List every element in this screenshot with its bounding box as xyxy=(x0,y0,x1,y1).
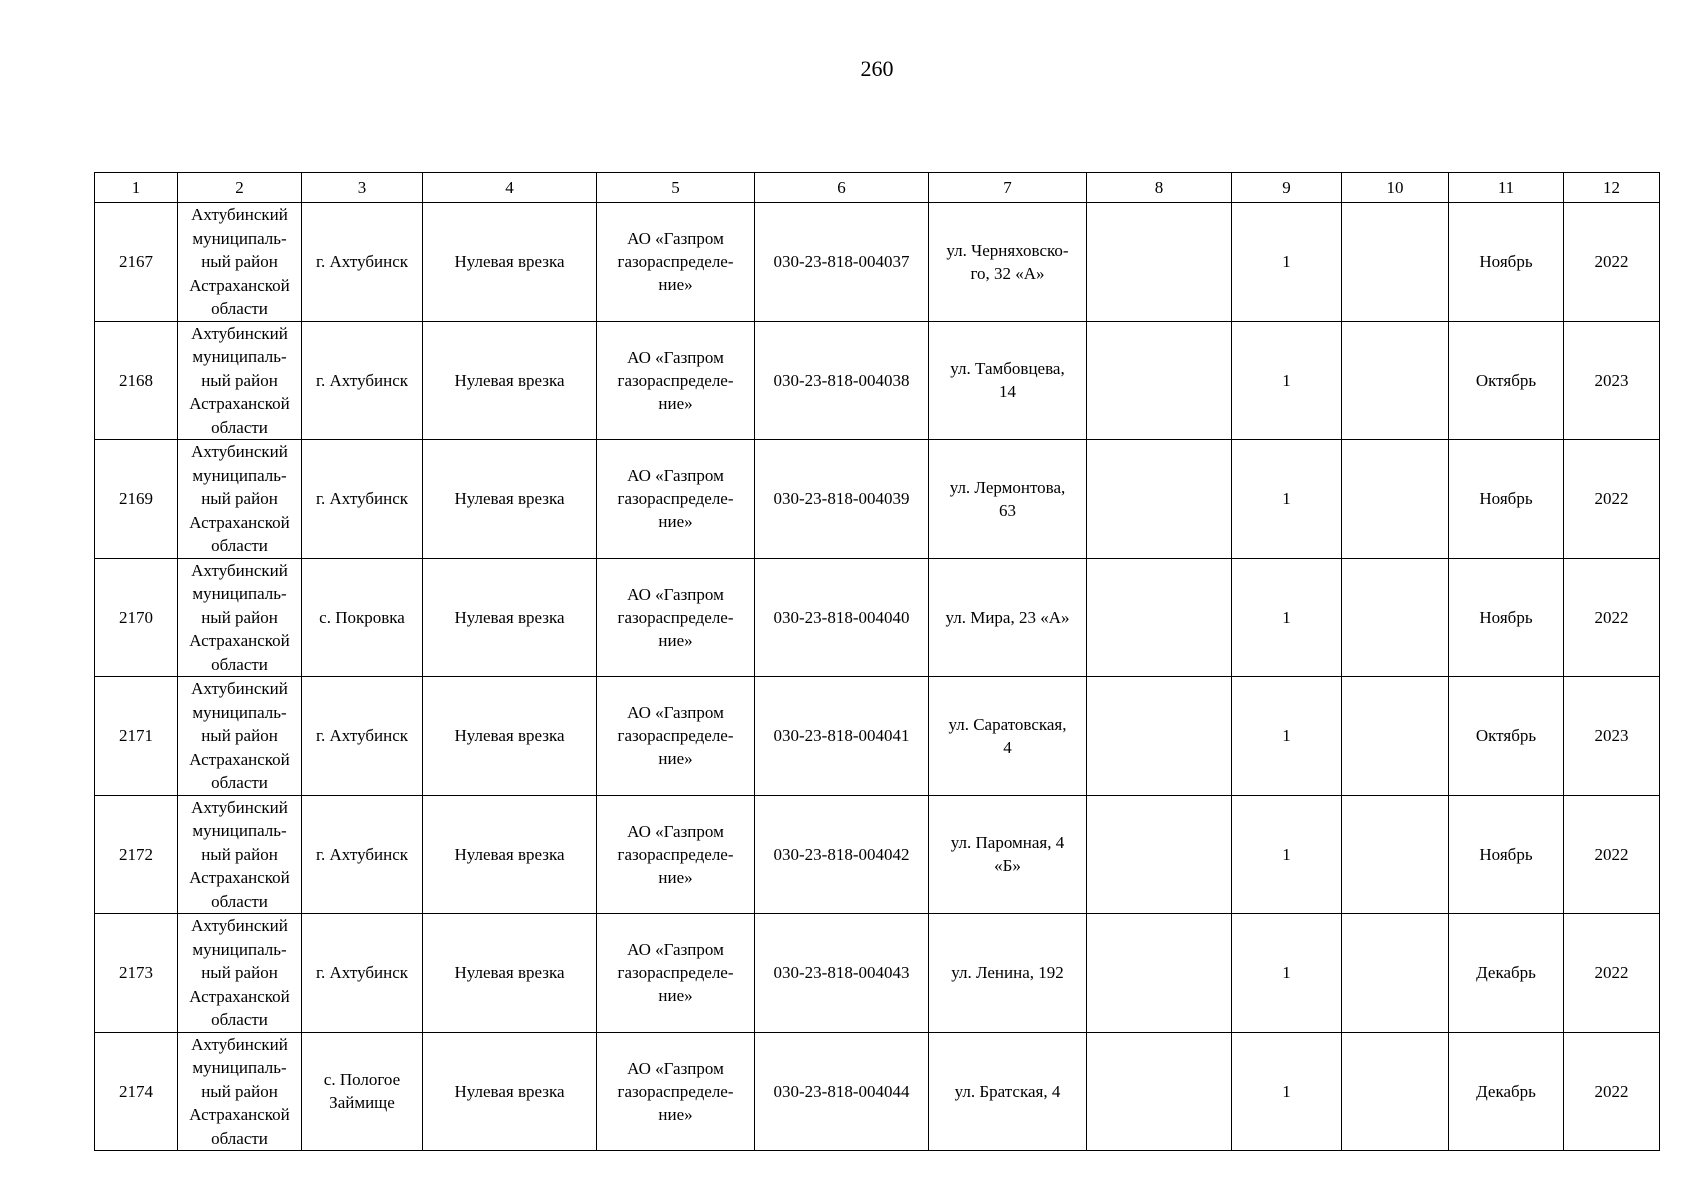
cell-address: ул. Мира, 23 «А» xyxy=(929,558,1087,677)
cell-month: Октябрь xyxy=(1449,677,1564,796)
cell-number: 2172 xyxy=(95,795,178,914)
cell-type: Нулевая врезка xyxy=(423,558,597,677)
cell-type: Нулевая врезка xyxy=(423,321,597,440)
cell-month: Ноябрь xyxy=(1449,795,1564,914)
cell-year: 2022 xyxy=(1564,440,1660,559)
table-row xyxy=(95,558,1660,677)
cell-address: ул. Тамбовцева, 14 xyxy=(929,321,1087,440)
cell-organization: АО «Газпром газораспределе- ние» xyxy=(597,440,755,559)
cell-settlement: с. Пологое Займище xyxy=(302,1032,423,1151)
column-header: 9 xyxy=(1232,173,1342,203)
cell-col8 xyxy=(1087,558,1232,677)
cell-settlement: г. Ахтубинск xyxy=(302,203,423,322)
cell-district: Ахтубинский муниципаль- ный район Астраханской области xyxy=(178,1032,302,1151)
table-row xyxy=(95,677,1660,796)
cell-count: 1 xyxy=(1232,795,1342,914)
cell-number: 2170 xyxy=(95,558,178,677)
cell-year: 2023 xyxy=(1564,321,1660,440)
cell-col8 xyxy=(1087,795,1232,914)
cell-organization: АО «Газпром газораспределе- ние» xyxy=(597,914,755,1033)
cell-month: Ноябрь xyxy=(1449,440,1564,559)
column-header: 12 xyxy=(1564,173,1660,203)
cell-type: Нулевая врезка xyxy=(423,795,597,914)
cell-month: Декабрь xyxy=(1449,1032,1564,1151)
table-row xyxy=(95,203,1660,322)
cell-count: 1 xyxy=(1232,914,1342,1033)
cell-year: 2023 xyxy=(1564,677,1660,796)
cell-district: Ахтубинский муниципаль- ный район Астраханской области xyxy=(178,440,302,559)
cell-settlement: г. Ахтубинск xyxy=(302,795,423,914)
cell-count: 1 xyxy=(1232,558,1342,677)
table-row xyxy=(95,1032,1660,1151)
cell-district: Ахтубинский муниципаль- ный район Астраханской области xyxy=(178,795,302,914)
header-row xyxy=(95,173,1660,203)
cell-col10 xyxy=(1342,321,1449,440)
cell-year: 2022 xyxy=(1564,914,1660,1033)
cell-number: 2173 xyxy=(95,914,178,1033)
cell-number: 2169 xyxy=(95,440,178,559)
cell-month: Октябрь xyxy=(1449,321,1564,440)
cell-col10 xyxy=(1342,795,1449,914)
column-header: 2 xyxy=(178,173,302,203)
cell-code: 030-23-818-004038 xyxy=(755,321,929,440)
cell-address: ул. Черняховско- го, 32 «А» xyxy=(929,203,1087,322)
cell-year: 2022 xyxy=(1564,1032,1660,1151)
cell-district: Ахтубинский муниципаль- ный район Астраханской области xyxy=(178,203,302,322)
cell-month: Ноябрь xyxy=(1449,558,1564,677)
cell-settlement: г. Ахтубинск xyxy=(302,321,423,440)
cell-count: 1 xyxy=(1232,203,1342,322)
cell-address: ул. Братская, 4 xyxy=(929,1032,1087,1151)
cell-year: 2022 xyxy=(1564,558,1660,677)
cell-settlement: г. Ахтубинск xyxy=(302,914,423,1033)
cell-district: Ахтубинский муниципаль- ный район Астраханской области xyxy=(178,558,302,677)
data-table xyxy=(94,172,1660,1151)
cell-month: Декабрь xyxy=(1449,914,1564,1033)
column-header: 5 xyxy=(597,173,755,203)
table-row xyxy=(95,321,1660,440)
cell-col10 xyxy=(1342,440,1449,559)
cell-type: Нулевая врезка xyxy=(423,1032,597,1151)
cell-code: 030-23-818-004040 xyxy=(755,558,929,677)
cell-code: 030-23-818-004043 xyxy=(755,914,929,1033)
cell-organization: АО «Газпром газораспределе- ние» xyxy=(597,203,755,322)
cell-col8 xyxy=(1087,914,1232,1033)
column-header: 1 xyxy=(95,173,178,203)
column-header: 3 xyxy=(302,173,423,203)
cell-type: Нулевая врезка xyxy=(423,914,597,1033)
cell-address: ул. Ленина, 192 xyxy=(929,914,1087,1033)
column-header: 11 xyxy=(1449,173,1564,203)
column-header: 6 xyxy=(755,173,929,203)
cell-code: 030-23-818-004044 xyxy=(755,1032,929,1151)
cell-settlement: г. Ахтубинск xyxy=(302,440,423,559)
cell-number: 2168 xyxy=(95,321,178,440)
column-header: 4 xyxy=(423,173,597,203)
cell-year: 2022 xyxy=(1564,203,1660,322)
cell-count: 1 xyxy=(1232,321,1342,440)
table-row xyxy=(95,914,1660,1033)
cell-organization: АО «Газпром газораспределе- ние» xyxy=(597,1032,755,1151)
cell-code: 030-23-818-004042 xyxy=(755,795,929,914)
column-header: 8 xyxy=(1087,173,1232,203)
cell-organization: АО «Газпром газораспределе- ние» xyxy=(597,558,755,677)
cell-col10 xyxy=(1342,203,1449,322)
cell-district: Ахтубинский муниципаль- ный район Астраханской области xyxy=(178,321,302,440)
cell-count: 1 xyxy=(1232,440,1342,559)
cell-type: Нулевая врезка xyxy=(423,677,597,796)
cell-address: ул. Лермонтова, 63 xyxy=(929,440,1087,559)
cell-count: 1 xyxy=(1232,1032,1342,1151)
cell-col8 xyxy=(1087,440,1232,559)
cell-district: Ахтубинский муниципаль- ный район Астраханской области xyxy=(178,677,302,796)
cell-organization: АО «Газпром газораспределе- ние» xyxy=(597,321,755,440)
cell-organization: АО «Газпром газораспределе- ние» xyxy=(597,677,755,796)
cell-col10 xyxy=(1342,914,1449,1033)
column-header: 10 xyxy=(1342,173,1449,203)
table-row xyxy=(95,440,1660,559)
cell-organization: АО «Газпром газораспределе- ние» xyxy=(597,795,755,914)
cell-code: 030-23-818-004037 xyxy=(755,203,929,322)
cell-type: Нулевая врезка xyxy=(423,440,597,559)
cell-code: 030-23-818-004041 xyxy=(755,677,929,796)
cell-district: Ахтубинский муниципаль- ный район Астраханской области xyxy=(178,914,302,1033)
column-header: 7 xyxy=(929,173,1087,203)
cell-col10 xyxy=(1342,677,1449,796)
cell-address: ул. Паромная, 4 «Б» xyxy=(929,795,1087,914)
cell-settlement: г. Ахтубинск xyxy=(302,677,423,796)
cell-col8 xyxy=(1087,321,1232,440)
cell-settlement: с. Покровка xyxy=(302,558,423,677)
cell-col8 xyxy=(1087,1032,1232,1151)
cell-address: ул. Саратовская, 4 xyxy=(929,677,1087,796)
cell-code: 030-23-818-004039 xyxy=(755,440,929,559)
cell-number: 2174 xyxy=(95,1032,178,1151)
cell-col8 xyxy=(1087,677,1232,796)
cell-count: 1 xyxy=(1232,677,1342,796)
cell-col10 xyxy=(1342,558,1449,677)
cell-month: Ноябрь xyxy=(1449,203,1564,322)
cell-year: 2022 xyxy=(1564,795,1660,914)
cell-number: 2171 xyxy=(95,677,178,796)
page-number: 260 xyxy=(860,56,894,81)
cell-type: Нулевая врезка xyxy=(423,203,597,322)
table-row xyxy=(95,795,1660,914)
cell-number: 2167 xyxy=(95,203,178,322)
cell-col10 xyxy=(1342,1032,1449,1151)
cell-col8 xyxy=(1087,203,1232,322)
